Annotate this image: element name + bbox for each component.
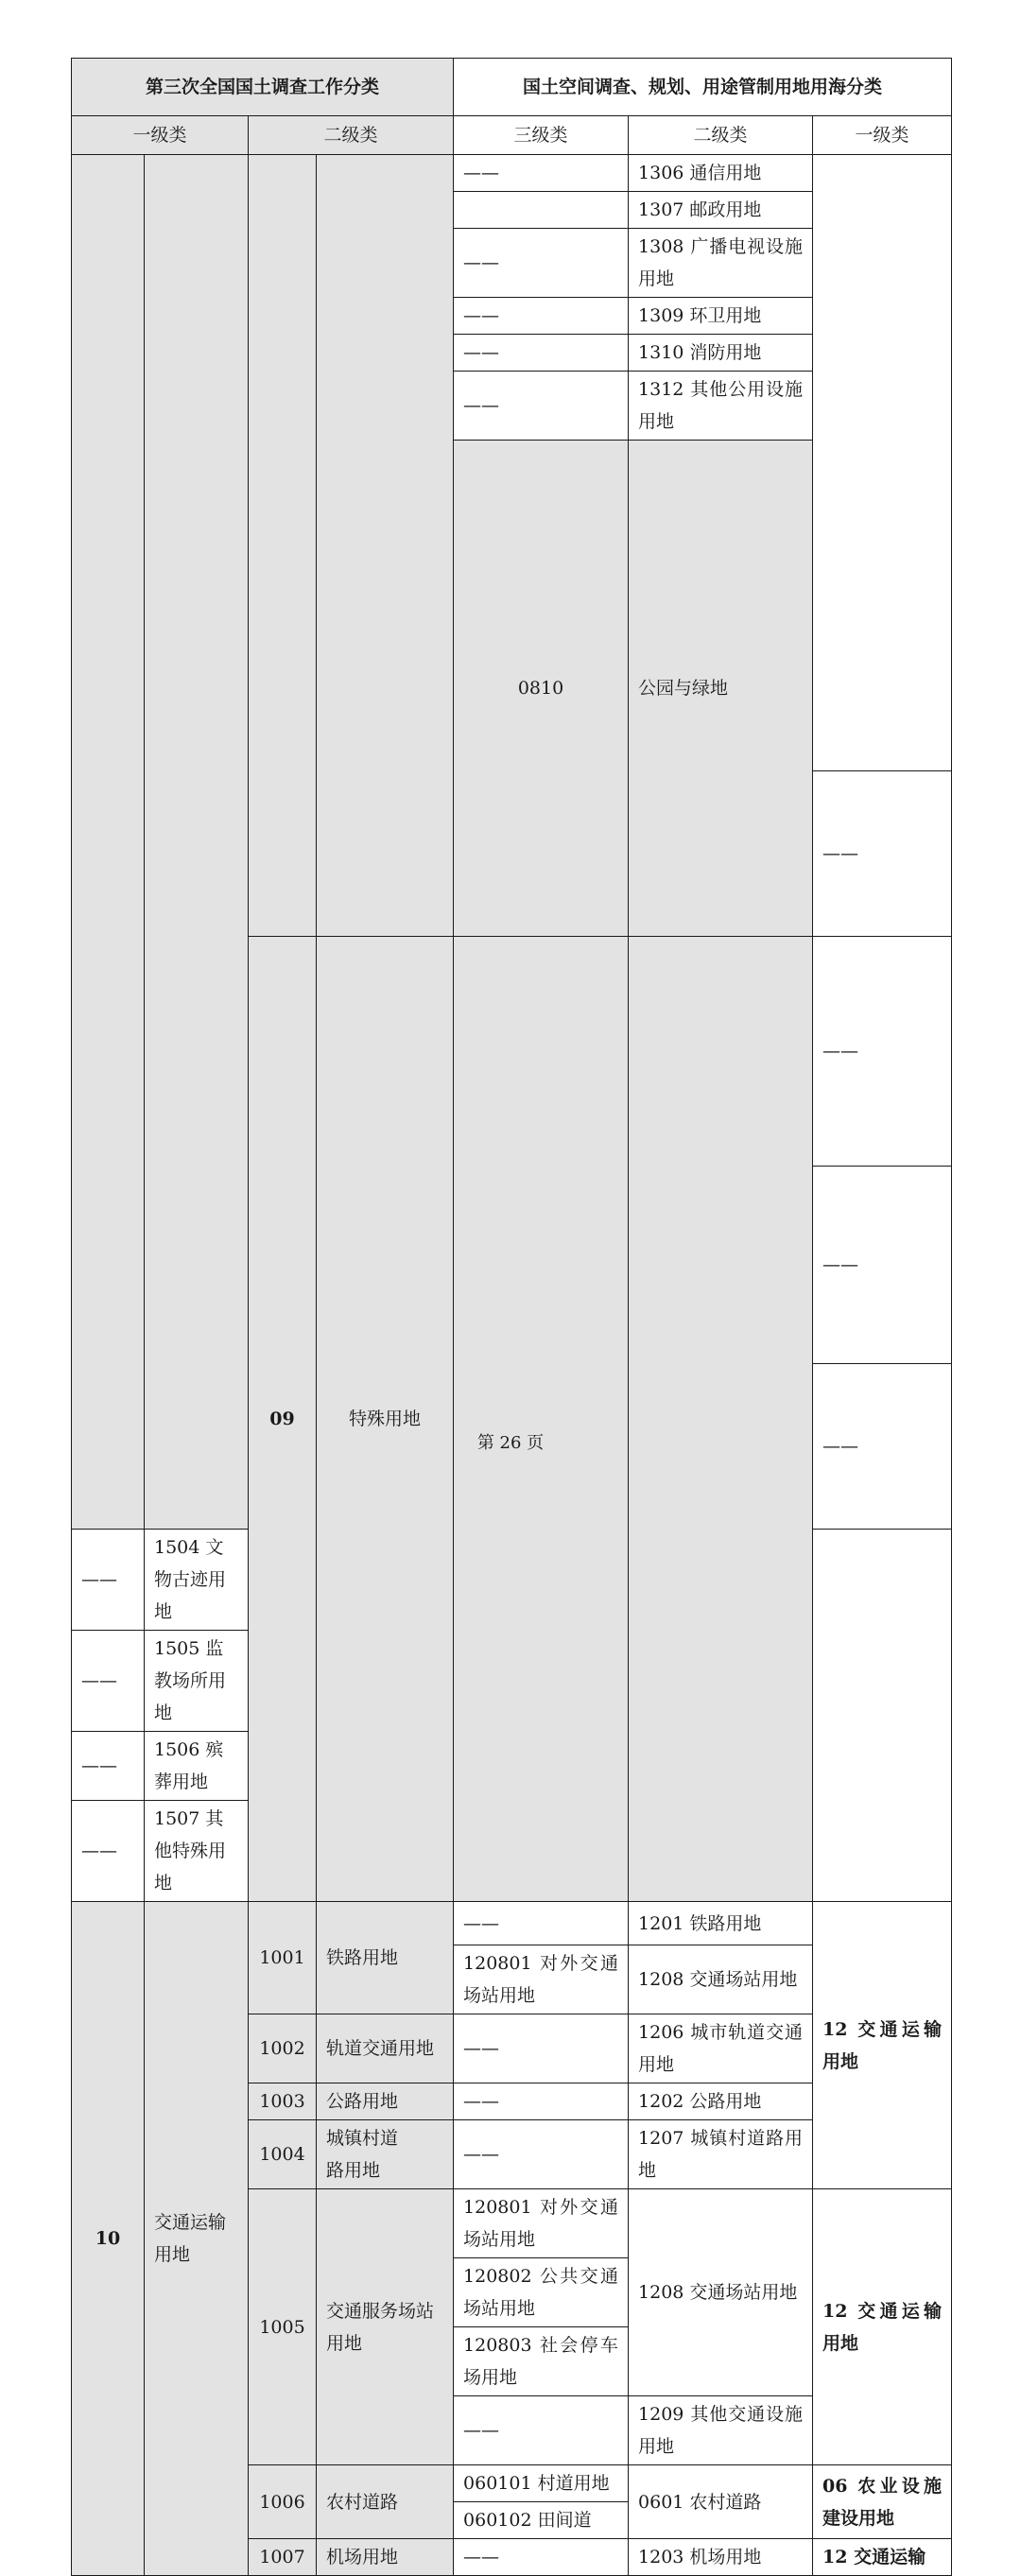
r1309-cell: 1309 环卫用地 [629, 298, 813, 335]
r1201-cell: 1201 铁路用地 [629, 1902, 813, 1945]
name-1005: 交通服务场站用地 [317, 2189, 454, 2465]
r1209-cell: 1209 其他交通设施用地 [629, 2396, 813, 2465]
dash-cell: —— [72, 1530, 145, 1631]
t120803-cell: 120803 社会停车场用地 [454, 2327, 629, 2396]
r1208b-cell: 1208 交通场站用地 [629, 2189, 813, 2396]
code-1007: 1007 [249, 2539, 317, 2576]
code-1002: 1002 [249, 2014, 317, 2083]
name-09: 特殊用地 [317, 937, 454, 1902]
dash-cell: —— [454, 372, 629, 441]
r1307-cell: 1307 邮政用地 [629, 192, 813, 229]
r0601-cell: 0601 农村道路 [629, 2465, 813, 2539]
r1506-cell: 1506 殡葬用地 [145, 1732, 249, 1801]
cont-level2-name [317, 155, 454, 937]
name-1002: 轨道交通用地 [317, 2014, 454, 2083]
col-level1-right: 一级类 [813, 116, 952, 155]
dash-cell: —— [72, 1801, 145, 1902]
cont-level2-code [249, 155, 317, 937]
code-0810: 0810 [454, 441, 629, 937]
r1202-cell: 1202 公路用地 [629, 2083, 813, 2120]
dash-cell: —— [454, 155, 629, 192]
dash-cell: —— [454, 298, 629, 335]
cont-level1-code [72, 155, 145, 1530]
dash-cell: —— [454, 335, 629, 372]
group-12b-cell: 12 交通运输用地 [813, 2189, 952, 2465]
empty-code-09 [454, 937, 629, 1902]
name-1006: 农村道路 [317, 2465, 454, 2539]
code-10: 10 [72, 1902, 145, 2576]
dash-cell: —— [454, 1902, 629, 1945]
t120802-cell: 120802 公共交通场站用地 [454, 2258, 629, 2327]
t060102-cell: 060102 田间道 [454, 2502, 629, 2539]
empty-name-09 [629, 937, 813, 1902]
name-1003: 公路用地 [317, 2083, 454, 2120]
col-level2-left: 二级类 [249, 116, 454, 155]
col-level2-right: 二级类 [629, 116, 813, 155]
header-right-title: 国土空间调查、规划、用途管制用地用海分类 [454, 59, 952, 116]
dash-cell: —— [72, 1732, 145, 1801]
name-1007: 机场用地 [317, 2539, 454, 2576]
t120801a-cell: 120801 对外交通场站用地 [454, 1945, 629, 2014]
name-1001: 铁路用地 [317, 1902, 454, 2014]
dash-cell: —— [454, 2396, 629, 2465]
t120801b-cell: 120801 对外交通场站用地 [454, 2189, 629, 2258]
r1312-cell: 1312 其他公用设施用地 [629, 372, 813, 441]
col-level1-left: 一级类 [72, 116, 249, 155]
dash-cell: —— [72, 1631, 145, 1732]
dash-cell: —— [454, 2014, 629, 2083]
group-06-cell: 06 农业设施建设用地 [813, 2465, 952, 2539]
empty-level3-cell [454, 192, 629, 229]
dash-cell: —— [454, 2539, 629, 2576]
name-1004: 城镇村道路用地 [317, 2120, 454, 2189]
group-12a-cell: 12 交通运输用地 [813, 1902, 952, 2189]
dash-cell: —— [454, 2083, 629, 2120]
cont-right-level1 [813, 155, 952, 771]
code-1004: 1004 [249, 2120, 317, 2189]
t060101-cell: 060101 村道用地 [454, 2465, 629, 2502]
code-1006: 1006 [249, 2465, 317, 2539]
r1310-cell: 1310 消防用地 [629, 335, 813, 372]
r1504-cell: 1504 文物古迹用地 [145, 1530, 249, 1631]
r1208a-cell: 1208 交通场站用地 [629, 1945, 813, 2014]
code-1003: 1003 [249, 2083, 317, 2120]
cont-level1-name [145, 155, 249, 1530]
name-10: 交通运输用地 [145, 1902, 249, 2576]
code-09: 09 [249, 937, 317, 1902]
name-0810: 公园与绿地 [629, 441, 813, 937]
r1505-cell: 1505 监教场所用地 [145, 1631, 249, 1732]
dash-cell: —— [454, 2120, 629, 2189]
dash-cell: —— [454, 229, 629, 298]
land-classification-table [71, 58, 952, 2576]
dash-cell: —— [813, 1167, 952, 1364]
r1203-cell: 1203 机场用地 [629, 2539, 813, 2576]
header-left-title: 第三次全国国土调查工作分类 [72, 59, 454, 116]
code-1001: 1001 [249, 1902, 317, 2014]
r1207-cell: 1207 城镇村道路用地 [629, 2120, 813, 2189]
r1507-cell: 1507 其他特殊用地 [145, 1801, 249, 1902]
page-number: 第 26 页 [476, 1433, 545, 1453]
dash-cell: —— [813, 937, 952, 1167]
r1206-cell: 1206 城市轨道交通用地 [629, 2014, 813, 2083]
code-1005: 1005 [249, 2189, 317, 2465]
col-level3-right: 三级类 [454, 116, 629, 155]
r1308-cell: 1308 广播电视设施用地 [629, 229, 813, 298]
dash-cell: —— [813, 1364, 952, 1530]
group-12c-cell: 12 交通运输 [813, 2539, 952, 2576]
r1306-cell: 1306 通信用地 [629, 155, 813, 192]
dash-cell: —— [813, 771, 952, 937]
